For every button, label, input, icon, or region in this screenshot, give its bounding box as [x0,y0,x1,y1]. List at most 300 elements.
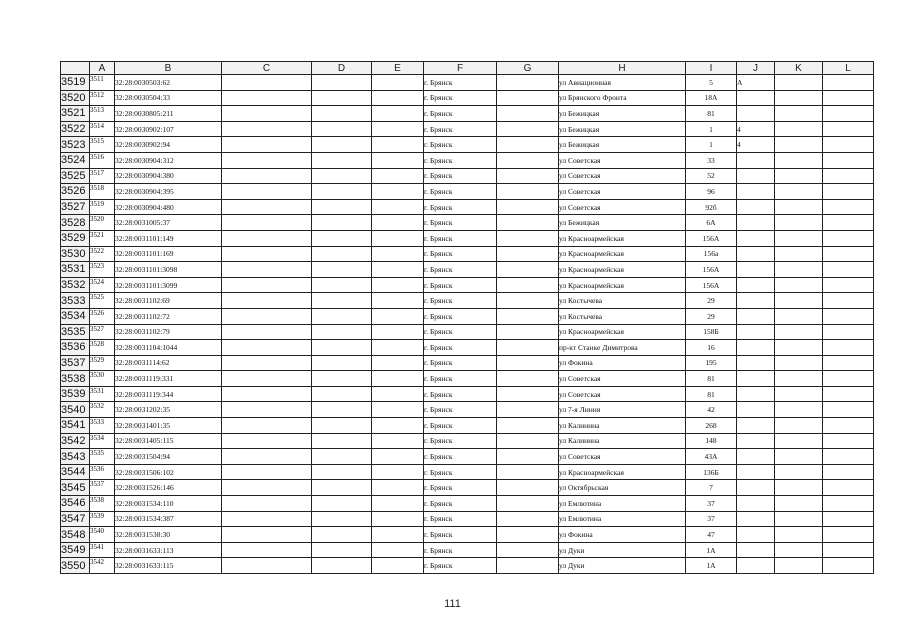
cell-b[interactable]: 32:28:0031119:344 [115,386,222,402]
cell-j[interactable] [737,308,775,324]
cell-i[interactable]: 1 [686,137,737,153]
row-number[interactable]: 3522 [61,121,90,137]
cell-l[interactable] [823,402,874,418]
cell-l[interactable] [823,496,874,512]
cell-k[interactable] [775,340,823,356]
cell-f[interactable]: г. Брянск [424,262,497,278]
cell-b[interactable]: 32:28:0030504:33 [115,90,222,106]
cell-k[interactable] [775,402,823,418]
cell-b[interactable]: 32:28:0031102:72 [115,308,222,324]
cell-g[interactable] [497,308,559,324]
cell-d[interactable] [312,137,372,153]
cell-d[interactable] [312,308,372,324]
cell-a[interactable]: 3530 [90,371,115,387]
cell-b[interactable]: 32:28:0031401:35 [115,418,222,434]
column-header-b[interactable]: B [115,62,222,75]
cell-a[interactable]: 3515 [90,137,115,153]
row-number[interactable]: 3542 [61,433,90,449]
cell-f[interactable]: г. Брянск [424,215,497,231]
cell-l[interactable] [823,542,874,558]
cell-g[interactable] [497,137,559,153]
cell-h[interactable]: ул Бежицкая [559,215,686,231]
cell-d[interactable] [312,418,372,434]
cell-i[interactable]: 81 [686,371,737,387]
cell-e[interactable] [372,246,424,262]
cell-b[interactable]: 32:28:0030902:94 [115,137,222,153]
cell-j[interactable] [737,168,775,184]
cell-g[interactable] [497,558,559,574]
cell-h[interactable]: ул Советская [559,449,686,465]
cell-l[interactable] [823,480,874,496]
cell-g[interactable] [497,449,559,465]
cell-g[interactable] [497,496,559,512]
cell-c[interactable] [222,386,312,402]
cell-h[interactable]: ул Бежицкая [559,121,686,137]
row-number[interactable]: 3528 [61,215,90,231]
cell-g[interactable] [497,386,559,402]
cell-i[interactable]: 1А [686,542,737,558]
cell-j[interactable] [737,511,775,527]
cell-c[interactable] [222,215,312,231]
cell-f[interactable]: г. Брянск [424,75,497,91]
cell-l[interactable] [823,308,874,324]
cell-l[interactable] [823,137,874,153]
cell-i[interactable]: 7 [686,480,737,496]
cell-k[interactable] [775,386,823,402]
cell-j[interactable] [737,464,775,480]
cell-i[interactable]: 156А [686,262,737,278]
cell-e[interactable] [372,262,424,278]
cell-d[interactable] [312,168,372,184]
cell-c[interactable] [222,137,312,153]
cell-c[interactable] [222,168,312,184]
cell-f[interactable]: г. Брянск [424,184,497,200]
cell-k[interactable] [775,496,823,512]
cell-a[interactable]: 3537 [90,480,115,496]
cell-j[interactable] [737,90,775,106]
cell-h[interactable]: ул Бежицкая [559,137,686,153]
cell-k[interactable] [775,230,823,246]
cell-c[interactable] [222,293,312,309]
cell-h[interactable]: ул Фокина [559,527,686,543]
cell-a[interactable]: 3539 [90,511,115,527]
cell-j[interactable] [737,433,775,449]
cell-k[interactable] [775,308,823,324]
cell-d[interactable] [312,262,372,278]
cell-b[interactable]: 32:28:0031101:3099 [115,277,222,293]
cell-d[interactable] [312,542,372,558]
cell-b[interactable]: 32:28:0030805:211 [115,106,222,122]
cell-i[interactable]: 37 [686,496,737,512]
cell-b[interactable]: 32:28:0031202:35 [115,402,222,418]
cell-h[interactable]: ул Костычева [559,293,686,309]
cell-l[interactable] [823,246,874,262]
cell-a[interactable]: 3535 [90,449,115,465]
cell-g[interactable] [497,293,559,309]
cell-f[interactable]: г. Брянск [424,496,497,512]
cell-j[interactable] [737,558,775,574]
cell-l[interactable] [823,230,874,246]
row-number[interactable]: 3530 [61,246,90,262]
cell-b[interactable]: 32:28:0031114:62 [115,355,222,371]
cell-e[interactable] [372,527,424,543]
cell-k[interactable] [775,121,823,137]
cell-k[interactable] [775,184,823,200]
cell-a[interactable]: 3529 [90,355,115,371]
corner-cell[interactable] [61,62,90,75]
cell-g[interactable] [497,121,559,137]
cell-l[interactable] [823,340,874,356]
cell-e[interactable] [372,137,424,153]
cell-g[interactable] [497,464,559,480]
cell-h[interactable]: ул Костычева [559,308,686,324]
cell-h[interactable]: ул Емлютина [559,496,686,512]
cell-i[interactable]: 136Б [686,464,737,480]
cell-k[interactable] [775,418,823,434]
cell-f[interactable]: г. Брянск [424,449,497,465]
cell-h[interactable]: ул Дуки [559,558,686,574]
cell-a[interactable]: 3538 [90,496,115,512]
cell-e[interactable] [372,184,424,200]
cell-j[interactable] [737,418,775,434]
cell-j[interactable] [737,527,775,543]
cell-e[interactable] [372,386,424,402]
cell-a[interactable]: 3518 [90,184,115,200]
cell-b[interactable]: 32:28:0031534:110 [115,496,222,512]
cell-c[interactable] [222,418,312,434]
cell-c[interactable] [222,558,312,574]
cell-f[interactable]: г. Брянск [424,277,497,293]
cell-e[interactable] [372,308,424,324]
cell-h[interactable]: ул Советская [559,152,686,168]
cell-e[interactable] [372,402,424,418]
cell-i[interactable]: 96 [686,184,737,200]
cell-c[interactable] [222,355,312,371]
cell-j[interactable] [737,152,775,168]
cell-d[interactable] [312,511,372,527]
cell-g[interactable] [497,184,559,200]
cell-d[interactable] [312,402,372,418]
cell-d[interactable] [312,558,372,574]
row-number[interactable]: 3538 [61,371,90,387]
cell-d[interactable] [312,324,372,340]
cell-g[interactable] [497,199,559,215]
cell-k[interactable] [775,90,823,106]
cell-h[interactable]: ул Калинина [559,433,686,449]
cell-f[interactable]: г. Брянск [424,558,497,574]
cell-d[interactable] [312,246,372,262]
cell-a[interactable]: 3524 [90,277,115,293]
cell-d[interactable] [312,527,372,543]
cell-d[interactable] [312,386,372,402]
cell-l[interactable] [823,418,874,434]
cell-g[interactable] [497,152,559,168]
cell-e[interactable] [372,277,424,293]
cell-c[interactable] [222,449,312,465]
cell-l[interactable] [823,433,874,449]
row-number[interactable]: 3550 [61,558,90,574]
row-number[interactable]: 3545 [61,480,90,496]
row-number[interactable]: 3546 [61,496,90,512]
column-header-f[interactable]: F [424,62,497,75]
cell-a[interactable]: 3533 [90,418,115,434]
cell-g[interactable] [497,371,559,387]
cell-h[interactable]: ул Красноармейская [559,464,686,480]
row-number[interactable]: 3519 [61,75,90,91]
cell-e[interactable] [372,324,424,340]
cell-c[interactable] [222,75,312,91]
cell-h[interactable]: ул Емлютина [559,511,686,527]
cell-h[interactable]: ул Дуки [559,542,686,558]
cell-h[interactable]: ул Советская [559,371,686,387]
row-number[interactable]: 3524 [61,152,90,168]
cell-h[interactable]: ул Бежицкая [559,106,686,122]
cell-d[interactable] [312,152,372,168]
cell-c[interactable] [222,324,312,340]
cell-l[interactable] [823,324,874,340]
cell-j[interactable] [737,449,775,465]
row-number[interactable]: 3532 [61,277,90,293]
cell-d[interactable] [312,464,372,480]
cell-f[interactable]: г. Брянск [424,308,497,324]
cell-a[interactable]: 3517 [90,168,115,184]
row-number[interactable]: 3531 [61,262,90,278]
cell-g[interactable] [497,262,559,278]
cell-l[interactable] [823,386,874,402]
cell-l[interactable] [823,355,874,371]
cell-j[interactable] [737,230,775,246]
cell-e[interactable] [372,371,424,387]
cell-h[interactable]: ул Красноармейская [559,230,686,246]
cell-k[interactable] [775,277,823,293]
cell-b[interactable]: 32:28:0031101:169 [115,246,222,262]
cell-j[interactable]: 4 [737,137,775,153]
cell-e[interactable] [372,511,424,527]
cell-l[interactable] [823,511,874,527]
cell-b[interactable]: 32:28:0031633:115 [115,558,222,574]
cell-e[interactable] [372,215,424,231]
cell-c[interactable] [222,433,312,449]
cell-i[interactable]: 18А [686,90,737,106]
cell-h[interactable]: ул Советская [559,184,686,200]
cell-e[interactable] [372,449,424,465]
cell-c[interactable] [222,230,312,246]
cell-b[interactable]: 32:28:0031119:331 [115,371,222,387]
cell-j[interactable] [737,386,775,402]
cell-g[interactable] [497,340,559,356]
cell-l[interactable] [823,527,874,543]
cell-d[interactable] [312,90,372,106]
cell-e[interactable] [372,355,424,371]
cell-h[interactable]: ул Советская [559,168,686,184]
cell-e[interactable] [372,75,424,91]
cell-a[interactable]: 3521 [90,230,115,246]
cell-l[interactable] [823,449,874,465]
cell-b[interactable]: 32:28:0031102:69 [115,293,222,309]
cell-k[interactable] [775,464,823,480]
cell-j[interactable]: А [737,75,775,91]
cell-k[interactable] [775,449,823,465]
cell-i[interactable]: 81 [686,106,737,122]
cell-c[interactable] [222,90,312,106]
cell-h[interactable]: пр-кт Станке Димитрова [559,340,686,356]
column-header-k[interactable]: K [775,62,823,75]
cell-b[interactable]: 32:28:0031633:113 [115,542,222,558]
row-number[interactable]: 3536 [61,340,90,356]
cell-b[interactable]: 32:28:0031534:387 [115,511,222,527]
cell-i[interactable]: 195 [686,355,737,371]
cell-a[interactable]: 3525 [90,293,115,309]
cell-h[interactable]: ул Октябрьская [559,480,686,496]
cell-i[interactable]: 47 [686,527,737,543]
cell-c[interactable] [222,199,312,215]
row-number[interactable]: 3520 [61,90,90,106]
cell-a[interactable]: 3516 [90,152,115,168]
row-number[interactable]: 3537 [61,355,90,371]
cell-e[interactable] [372,121,424,137]
cell-a[interactable]: 3511 [90,75,115,91]
cell-g[interactable] [497,355,559,371]
cell-g[interactable] [497,90,559,106]
row-number[interactable]: 3547 [61,511,90,527]
cell-h[interactable]: ул Советская [559,199,686,215]
cell-a[interactable]: 3542 [90,558,115,574]
cell-b[interactable]: 32:28:0030904:395 [115,184,222,200]
cell-f[interactable]: г. Брянск [424,355,497,371]
cell-a[interactable]: 3540 [90,527,115,543]
cell-f[interactable]: г. Брянск [424,152,497,168]
cell-k[interactable] [775,215,823,231]
cell-i[interactable]: 43А [686,449,737,465]
cell-k[interactable] [775,293,823,309]
cell-a[interactable]: 3527 [90,324,115,340]
row-number[interactable]: 3526 [61,184,90,200]
cell-g[interactable] [497,527,559,543]
cell-k[interactable] [775,480,823,496]
cell-j[interactable] [737,262,775,278]
cell-f[interactable]: г. Брянск [424,121,497,137]
cell-h[interactable]: ул 7-я Линия [559,402,686,418]
cell-f[interactable]: г. Брянск [424,464,497,480]
cell-k[interactable] [775,558,823,574]
cell-b[interactable]: 32:28:0031101:149 [115,230,222,246]
cell-f[interactable]: г. Брянск [424,168,497,184]
cell-h[interactable]: ул Калинина [559,418,686,434]
cell-c[interactable] [222,308,312,324]
cell-l[interactable] [823,293,874,309]
cell-k[interactable] [775,355,823,371]
cell-i[interactable]: 81 [686,386,737,402]
cell-f[interactable]: г. Брянск [424,293,497,309]
cell-l[interactable] [823,75,874,91]
column-header-a[interactable]: A [90,62,115,75]
cell-a[interactable]: 3519 [90,199,115,215]
row-number[interactable]: 3525 [61,168,90,184]
cell-i[interactable]: 6А [686,215,737,231]
cell-e[interactable] [372,230,424,246]
cell-d[interactable] [312,449,372,465]
cell-f[interactable]: г. Брянск [424,137,497,153]
cell-l[interactable] [823,558,874,574]
cell-k[interactable] [775,324,823,340]
cell-l[interactable] [823,184,874,200]
cell-d[interactable] [312,433,372,449]
cell-i[interactable]: 33 [686,152,737,168]
cell-j[interactable] [737,199,775,215]
cell-i[interactable]: 5 [686,75,737,91]
cell-k[interactable] [775,152,823,168]
cell-k[interactable] [775,542,823,558]
row-number[interactable]: 3548 [61,527,90,543]
cell-c[interactable] [222,277,312,293]
cell-k[interactable] [775,137,823,153]
cell-b[interactable]: 32:28:0031526:146 [115,480,222,496]
column-header-j[interactable]: J [737,62,775,75]
cell-c[interactable] [222,371,312,387]
cell-l[interactable] [823,121,874,137]
cell-i[interactable]: 29 [686,293,737,309]
cell-d[interactable] [312,371,372,387]
cell-c[interactable] [222,511,312,527]
cell-i[interactable]: 52 [686,168,737,184]
cell-c[interactable] [222,402,312,418]
cell-k[interactable] [775,75,823,91]
cell-e[interactable] [372,418,424,434]
cell-g[interactable] [497,480,559,496]
row-number[interactable]: 3539 [61,386,90,402]
cell-d[interactable] [312,215,372,231]
row-number[interactable]: 3535 [61,324,90,340]
cell-g[interactable] [497,402,559,418]
cell-j[interactable] [737,184,775,200]
cell-d[interactable] [312,480,372,496]
cell-e[interactable] [372,558,424,574]
cell-b[interactable]: 32:28:0031102:79 [115,324,222,340]
cell-i[interactable]: 29 [686,308,737,324]
cell-c[interactable] [222,246,312,262]
column-header-i[interactable]: I [686,62,737,75]
cell-h[interactable]: ул Красноармейская [559,262,686,278]
cell-i[interactable]: 158Б [686,324,737,340]
cell-l[interactable] [823,371,874,387]
cell-f[interactable]: г. Брянск [424,324,497,340]
cell-d[interactable] [312,75,372,91]
cell-c[interactable] [222,262,312,278]
cell-j[interactable] [737,293,775,309]
cell-d[interactable] [312,199,372,215]
cell-i[interactable]: 156А [686,277,737,293]
cell-c[interactable] [222,152,312,168]
cell-e[interactable] [372,106,424,122]
cell-b[interactable]: 32:28:0031504:94 [115,449,222,465]
cell-k[interactable] [775,199,823,215]
row-number[interactable]: 3533 [61,293,90,309]
cell-c[interactable] [222,527,312,543]
cell-l[interactable] [823,168,874,184]
cell-f[interactable]: г. Брянск [424,199,497,215]
cell-j[interactable] [737,246,775,262]
cell-d[interactable] [312,106,372,122]
cell-f[interactable]: г. Брянск [424,433,497,449]
cell-h[interactable]: ул Брянского Фронта [559,90,686,106]
cell-f[interactable]: г. Брянск [424,90,497,106]
row-number[interactable]: 3523 [61,137,90,153]
cell-b[interactable]: 32:28:0031005:37 [115,215,222,231]
cell-g[interactable] [497,433,559,449]
cell-e[interactable] [372,340,424,356]
cell-a[interactable]: 3532 [90,402,115,418]
row-number[interactable]: 3549 [61,542,90,558]
